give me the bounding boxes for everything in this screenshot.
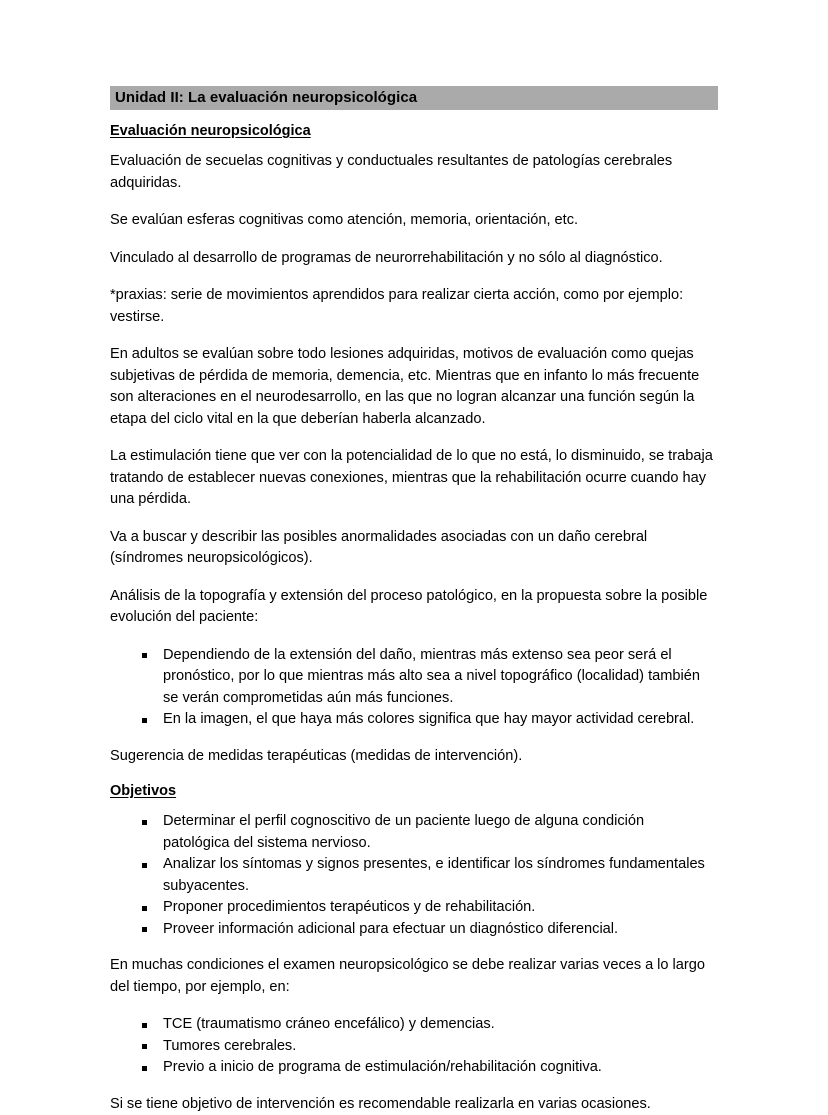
square-bullet-icon — [142, 906, 147, 911]
square-bullet-icon — [142, 718, 147, 723]
square-bullet-icon — [142, 927, 147, 932]
list-item-label: Proveer información adicional para efectuar un diagnóstico diferencial. — [163, 921, 618, 937]
paragraph-sugerencia-medidas: Sugerencia de medidas terapéuticas (medidas de intervención). — [110, 746, 714, 768]
list-topografia — [110, 645, 714, 731]
list-item-label: En la imagen, el que haya más colores significa que hay mayor actividad cerebral. — [163, 711, 694, 727]
list-item — [110, 919, 714, 941]
square-bullet-icon — [142, 1066, 147, 1071]
document-body — [110, 86, 718, 1115]
heading-evaluacion-neuropsicologica: Evaluación neuropsicológica — [110, 123, 718, 140]
square-bullet-icon — [142, 653, 147, 658]
list-item-label: Analizar los síntomas y signos presentes, e identificar los síndromes fundamentales subyacentes. — [163, 856, 705, 894]
list-item — [110, 1036, 714, 1058]
list-item — [110, 709, 714, 731]
list-item — [110, 1014, 714, 1036]
list-ejemplos — [110, 1014, 714, 1079]
paragraph-topografia: Análisis de la topografía y extensión del proceso patológico, en la propuesta sobre la posible evolución del paciente: — [110, 586, 714, 629]
list-item-label: Previo a inicio de programa de estimulación/rehabilitación cognitiva. — [163, 1059, 602, 1075]
paragraph-adultos-infanto: En adultos se evalúan sobre todo lesiones adquiridas, motivos de evaluación como quejas subjetivas de pérdida de memoria, demencia, etc. Mientras que en infanto lo más frecuente son alteraciones en el neurodesarrollo, en las que no logran alcanzar una función según la etapa del ciclo vital en la que deberían haberla alcanzado. — [110, 344, 714, 430]
heading-objetivos: Objetivos — [110, 783, 718, 800]
list-objetivos — [110, 811, 714, 940]
paragraph-praxias: *praxias: serie de movimientos aprendidos para realizar cierta acción, como por ejemplo: vestirse. — [110, 285, 714, 328]
square-bullet-icon — [142, 863, 147, 868]
section-banner-unidad-ii: Unidad II: La evaluación neuropsicológica — [110, 86, 718, 110]
list-item — [110, 897, 714, 919]
paragraph-examen-repetido: En muchas condiciones el examen neuropsicológico se debe realizar varias veces a lo largo del tiempo, por ejemplo, en: — [110, 955, 714, 998]
paragraph-objetivo-intervencion: Si se tiene objetivo de intervención es recomendable realizarla en varias ocasiones. — [110, 1094, 714, 1115]
list-item-label: Proponer procedimientos terapéuticos y de rehabilitación. — [163, 899, 535, 915]
square-bullet-icon — [142, 820, 147, 825]
square-bullet-icon — [142, 1044, 147, 1049]
list-item — [110, 1057, 714, 1079]
list-item-label: Tumores cerebrales. — [163, 1038, 296, 1054]
square-bullet-icon — [142, 1023, 147, 1028]
list-item-label: TCE (traumatismo cráneo encefálico) y demencias. — [163, 1016, 495, 1032]
paragraph-anormalidades: Va a buscar y describir las posibles anormalidades asociadas con un daño cerebral (síndromes neuropsicológicos). — [110, 527, 714, 570]
paragraph-neurorrehabilitacion: Vinculado al desarrollo de programas de neurorrehabilitación y no sólo al diagnóstico. — [110, 248, 714, 270]
paragraph-secuelas: Evaluación de secuelas cognitivas y conductuales resultantes de patologías cerebrales adquiridas. — [110, 151, 714, 194]
list-item-label: Determinar el perfil cognoscitivo de un paciente luego de alguna condición patológica del sistema nervioso. — [163, 813, 644, 851]
list-item — [110, 811, 714, 854]
list-item-label: Dependiendo de la extensión del daño, mientras más extenso sea peor será el pronóstico, por lo que mientras más alto sea a nivel topográfico (localidad) también se verán comprometidas aún más funciones. — [163, 647, 700, 706]
list-item — [110, 645, 714, 710]
paragraph-estimulacion: La estimulación tiene que ver con la potencialidad de lo que no está, lo disminuido, se trabaja tratando de establecer nuevas conexiones, mientras que la rehabilitación ocurre cuando hay una pérdida. — [110, 446, 714, 511]
paragraph-esferas-cognitivas: Se evalúan esferas cognitivas como atención, memoria, orientación, etc. — [110, 210, 714, 232]
list-item — [110, 854, 714, 897]
